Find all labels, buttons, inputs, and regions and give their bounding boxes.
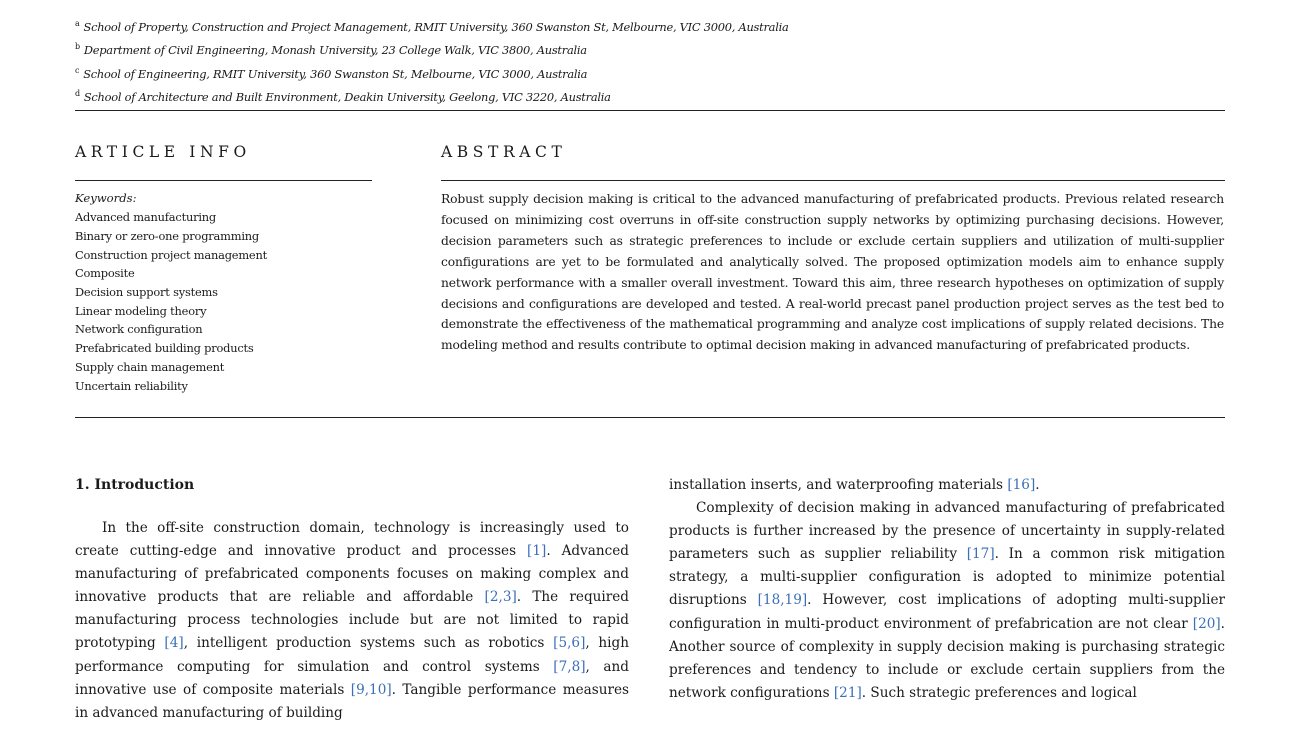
abstract-heading: ABSTRACT [441, 143, 567, 161]
text-run: . Advanced manufacturing of prefabricated components focuses on making complex and innovative products that are reliable and affordable [75, 543, 630, 606]
abstract-divider [441, 180, 1225, 181]
citation-link[interactable]: [21] [833, 684, 862, 701]
intro-right-column [669, 474, 1225, 705]
bottom-divider [75, 417, 1225, 418]
affiliation-a: $^a$ School of Property, Construction and Project Management, RMIT University, 360 Swanston St, Melbourne, VIC 3000, Australia [75, 19, 789, 34]
intro-paragraph-2 [669, 497, 1225, 705]
intro-paragraph-1 [75, 517, 629, 725]
citation-link[interactable]: [1] [527, 543, 547, 560]
text-run: . Another source of complexity in supply decision making is purchasing strategic preferences and tendency to include or exclude certain suppliers from the network configurations [669, 615, 1225, 701]
keyword-item: Binary or zero-one programming [75, 228, 260, 243]
text-run: installation inserts, and waterproofing materials [669, 477, 1008, 493]
citation-link[interactable]: [2,3] [484, 589, 517, 606]
article-info-divider [75, 180, 372, 181]
affiliations-block [75, 14, 975, 107]
intro-paragraph-continuation [669, 474, 1225, 497]
intro-left-column [75, 474, 629, 725]
citation-link[interactable]: [16] [1007, 477, 1036, 493]
article-info-heading: ARTICLE INFO [75, 143, 251, 161]
abstract-text: Robust supply decision making is critical to the advanced manufacturing of prefabricated products. Previous related research focused on minimizing cost overruns in off-site construction supply networks by optimizing purchasing decisions. However, decision parameters such as strategic preferences to include or exclude certain suppliers and utilization of multi-supplier configurations are yet to be formulated and analytically solved. The proposed optimization models aim to enhance supply network performance with a smaller overall investment. Toward this aim, three research hypotheses on optimization of supply decisions and configurations are developed and tested. A real-world precast panel production project serves as the test bed to demonstrate the effectiveness of the mathematical programming and analyze cost implications of supply related decisions. The modeling method and results contribute to optimal decision making in advanced manufacturing of prefabricated products. [441, 192, 1224, 353]
affiliation-c: $^c$ School of Engineering, RMIT University, 360 Swanston St, Melbourne, VIC 3000, Australia [75, 65, 588, 81]
text-run: . In a common risk mitigation strategy, a multi-supplier configuration is adopted to minimize potential disruptions [669, 546, 1225, 609]
citation-link[interactable]: [7,8] [553, 658, 586, 675]
citation-link[interactable]: [20] [1192, 615, 1221, 632]
citation-link[interactable]: [4] [164, 635, 184, 652]
text-run: Complexity of decision making in advanced manufacturing of prefabricated products is further increased by the presence of uncertainty in supply-related parameters such as supplier reliability [669, 500, 1225, 563]
citation-link[interactable]: [9,10] [350, 681, 392, 698]
keyword-item: Composite [75, 266, 135, 281]
section-heading: 1. Introduction [75, 477, 195, 493]
keyword-item: Network configuration [75, 322, 203, 337]
text-run: . The required manufacturing process technologies include but are not limited to rapid prototyping [75, 589, 629, 652]
top-divider [75, 110, 1225, 111]
keywords-title: Keywords: [75, 191, 137, 205]
text-run: . However, cost implications of adopting multi-supplier configuration in multi-product environment of prefabrication are not clear [669, 592, 1225, 632]
keyword-item: Linear modeling theory [75, 303, 207, 318]
citation-link[interactable]: [5,6] [553, 635, 586, 652]
text-run: . Tangible performance measures in advanced manufacturing of building [75, 681, 629, 721]
citation-link[interactable]: [18,19] [757, 592, 808, 609]
keyword-item: Supply chain management [75, 359, 225, 374]
text-run: . Such strategic preferences and logical [861, 684, 1137, 701]
affiliation-b: $^b$ Department of Civil Engineering, Monash University, 23 College Walk, VIC 3800, Australia [75, 42, 587, 58]
affiliation-d: $^d$ School of Architecture and Built Environment, Deakin University, Geelong, VIC 3220, Australia [75, 88, 611, 104]
text-run: In the off-site construction domain, technology is increasingly used to create cutting-edge and innovative product and processes [75, 520, 629, 560]
keyword-item: Decision support systems [75, 285, 218, 300]
keyword-item: Uncertain reliability [75, 378, 188, 393]
keyword-item: Advanced manufacturing [75, 210, 216, 225]
text-run: . [1035, 477, 1040, 493]
text-run: , high performance computing for simulation and control systems [75, 635, 629, 675]
text-run: , intelligent production systems such as robotics [183, 635, 554, 652]
text-run: , and innovative use of composite materials [75, 658, 629, 698]
keywords-block [75, 189, 375, 395]
keyword-item: Prefabricated building products [75, 341, 254, 356]
keyword-item: Construction project management [75, 247, 267, 262]
citation-link[interactable]: [17] [966, 546, 995, 563]
